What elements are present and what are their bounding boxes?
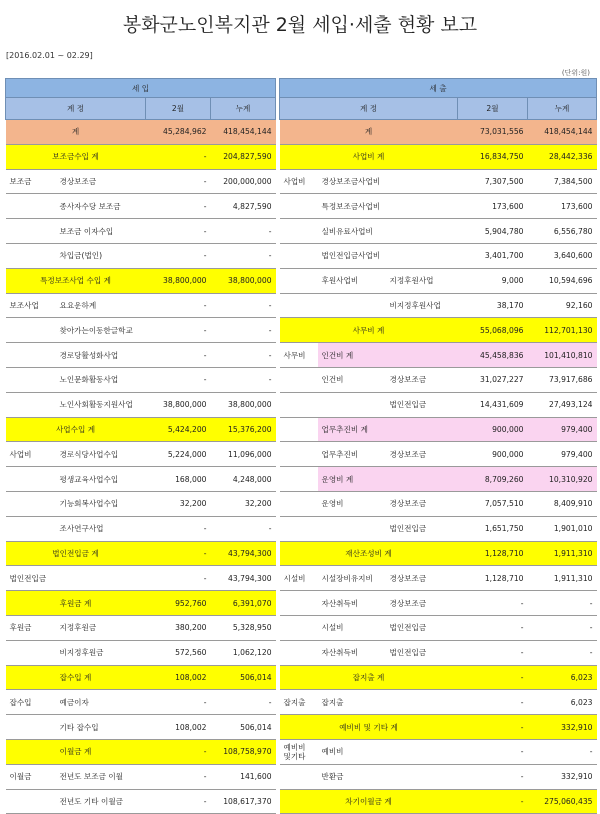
income-table bbox=[5, 78, 276, 814]
income-feb-value: - bbox=[146, 318, 211, 343]
expense-feb-value: - bbox=[458, 715, 528, 740]
income-item bbox=[56, 566, 146, 591]
income-feb-value: - bbox=[146, 690, 211, 715]
expense-subitem bbox=[386, 169, 458, 194]
expense-category bbox=[280, 392, 318, 417]
expense-row bbox=[280, 690, 597, 715]
expense-feb-value: - bbox=[458, 739, 528, 764]
expense-category bbox=[280, 442, 318, 467]
expense-row bbox=[280, 541, 597, 566]
expense-subitem: 경상보조금 bbox=[386, 367, 458, 392]
expense-feb-value: 1,128,710 bbox=[458, 566, 528, 591]
income-feb-value: - bbox=[146, 169, 211, 194]
expense-item bbox=[318, 516, 386, 541]
expense-row bbox=[280, 144, 597, 169]
income-category bbox=[6, 343, 56, 368]
expense-cum-value: 7,384,500 bbox=[528, 169, 597, 194]
income-row bbox=[6, 566, 276, 591]
income-row-label: 보조금수입 계 bbox=[6, 144, 146, 169]
expense-feb-value: - bbox=[458, 764, 528, 789]
expense-item: 법인전입금사업비 bbox=[318, 243, 386, 268]
income-feb-value: 952,760 bbox=[146, 591, 211, 616]
income-feb-value: - bbox=[146, 367, 211, 392]
expense-category bbox=[280, 615, 318, 640]
income-item: 노인문화활동사업 bbox=[56, 367, 146, 392]
page-title: 봉화군노인복지관 2월 세입·세출 현황 보고 bbox=[122, 14, 478, 36]
expense-feb-value: 38,170 bbox=[458, 293, 528, 318]
expense-row bbox=[280, 591, 597, 616]
income-row bbox=[6, 789, 276, 814]
income-col-feb: 2월 bbox=[146, 98, 211, 120]
income-item: 경로식당사업수입 bbox=[56, 442, 146, 467]
income-feb-value: - bbox=[146, 764, 211, 789]
income-category bbox=[6, 491, 56, 516]
income-header: 세 입 bbox=[6, 79, 276, 98]
expense-category bbox=[280, 268, 318, 293]
expense-row bbox=[280, 665, 597, 690]
expense-cum-value: 332,910 bbox=[528, 715, 597, 740]
expense-item: 잡지출 bbox=[318, 690, 386, 715]
income-row bbox=[6, 591, 276, 616]
expense-row bbox=[280, 120, 597, 145]
income-row bbox=[6, 764, 276, 789]
expense-row bbox=[280, 789, 597, 814]
income-cum-value: - bbox=[211, 318, 276, 343]
income-feb-value: - bbox=[146, 243, 211, 268]
income-col-cum: 누계 bbox=[211, 98, 276, 120]
expense-col-cum: 누계 bbox=[528, 98, 597, 120]
expense-feb-value: 55,068,096 bbox=[458, 318, 528, 343]
report-period: [2016.02.01 ~ 02.29] bbox=[6, 51, 93, 60]
income-cum-value: 141,600 bbox=[211, 764, 276, 789]
income-cum-value: 38,800,000 bbox=[211, 392, 276, 417]
expense-category bbox=[280, 764, 318, 789]
income-row bbox=[6, 318, 276, 343]
expense-table bbox=[279, 78, 597, 814]
income-row bbox=[6, 392, 276, 417]
income-item: 보조금 이자수입 bbox=[56, 219, 146, 244]
income-item: 찾아가는이동한글학교 bbox=[56, 318, 146, 343]
expense-row bbox=[280, 268, 597, 293]
expense-category bbox=[280, 467, 318, 492]
expense-row bbox=[280, 392, 597, 417]
income-feb-value: 45,284,962 bbox=[146, 120, 211, 145]
income-cum-value: 6,391,070 bbox=[211, 591, 276, 616]
expense-header: 세 출 bbox=[280, 79, 597, 98]
income-item: 기능회복사업수입 bbox=[56, 491, 146, 516]
income-cum-value: - bbox=[211, 367, 276, 392]
expense-cum-value: - bbox=[528, 640, 597, 665]
income-cum-value: 108,758,970 bbox=[211, 739, 276, 764]
expense-subtotal-label: 업무추진비 계 bbox=[318, 417, 458, 442]
expense-cum-value: 101,410,810 bbox=[528, 343, 597, 368]
expense-feb-value: 9,000 bbox=[458, 268, 528, 293]
expense-item: 후원사업비 bbox=[318, 268, 386, 293]
income-row bbox=[6, 615, 276, 640]
expense-cum-value: 979,400 bbox=[528, 417, 597, 442]
income-feb-value: 38,800,000 bbox=[146, 268, 211, 293]
income-item: 예금이자 bbox=[56, 690, 146, 715]
income-item: 조사연구사업 bbox=[56, 516, 146, 541]
expense-subtotal-label: 인건비 계 bbox=[318, 343, 458, 368]
expense-subitem bbox=[386, 739, 458, 764]
income-row-label: 계 bbox=[6, 120, 146, 145]
expense-row bbox=[280, 566, 597, 591]
expense-row-label: 재산조성비 계 bbox=[280, 541, 458, 566]
expense-cum-value: 1,911,310 bbox=[528, 566, 597, 591]
expense-category bbox=[280, 516, 318, 541]
income-cum-value: 43,794,300 bbox=[211, 566, 276, 591]
expense-cum-value: 92,160 bbox=[528, 293, 597, 318]
income-item: 차입금(법인) bbox=[56, 243, 146, 268]
expense-subitem: 경상보조금 bbox=[386, 566, 458, 591]
expense-feb-value: 73,031,556 bbox=[458, 120, 528, 145]
expense-feb-value: 173,600 bbox=[458, 194, 528, 219]
expense-item: 시설비 bbox=[318, 615, 386, 640]
expense-category bbox=[280, 293, 318, 318]
income-row bbox=[6, 715, 276, 740]
expense-subitem: 지정후원사업 bbox=[386, 268, 458, 293]
expense-cum-value: 27,493,124 bbox=[528, 392, 597, 417]
expense-item: 예비비 bbox=[318, 739, 386, 764]
income-row bbox=[6, 739, 276, 764]
income-row-label: 후원금 계 bbox=[6, 591, 146, 616]
expense-cum-value: 275,060,435 bbox=[528, 789, 597, 814]
income-category: 보조사업 bbox=[6, 293, 56, 318]
income-row-label: 특정보조사업 수입 계 bbox=[6, 268, 146, 293]
expense-cum-value: 979,400 bbox=[528, 442, 597, 467]
expense-row bbox=[280, 243, 597, 268]
expense-feb-value: 900,000 bbox=[458, 417, 528, 442]
expense-cum-value: 28,442,336 bbox=[528, 144, 597, 169]
income-row bbox=[6, 219, 276, 244]
income-row-label: 사업수입 계 bbox=[6, 417, 146, 442]
expense-row-label: 계 bbox=[280, 120, 458, 145]
income-cum-value: 4,248,000 bbox=[211, 467, 276, 492]
expense-row-label: 사무비 계 bbox=[280, 318, 458, 343]
expense-cum-value: 112,701,130 bbox=[528, 318, 597, 343]
income-row bbox=[6, 417, 276, 442]
expense-cum-value: 1,901,010 bbox=[528, 516, 597, 541]
income-row bbox=[6, 343, 276, 368]
income-feb-value: - bbox=[146, 194, 211, 219]
expense-cum-value: 73,917,686 bbox=[528, 367, 597, 392]
expense-item: 업무추진비 bbox=[318, 442, 386, 467]
expense-item: 자산취득비 bbox=[318, 591, 386, 616]
income-feb-value: - bbox=[146, 343, 211, 368]
expense-item: 시설장비유지비 bbox=[318, 566, 386, 591]
expense-cum-value: - bbox=[528, 615, 597, 640]
expense-category: 사무비 bbox=[280, 343, 318, 368]
income-row-label: 법인전입금 계 bbox=[6, 541, 146, 566]
income-row bbox=[6, 169, 276, 194]
expense-feb-value: 31,027,227 bbox=[458, 367, 528, 392]
expense-row bbox=[280, 715, 597, 740]
expense-category bbox=[280, 640, 318, 665]
income-category bbox=[6, 194, 56, 219]
income-cum-value: 4,827,590 bbox=[211, 194, 276, 219]
income-row bbox=[6, 665, 276, 690]
income-category: 잡수입 bbox=[6, 690, 56, 715]
expense-row bbox=[280, 442, 597, 467]
income-row bbox=[6, 268, 276, 293]
income-feb-value: - bbox=[146, 739, 211, 764]
income-row bbox=[6, 640, 276, 665]
expense-subtotal-label: 운영비 계 bbox=[318, 467, 458, 492]
expense-feb-value: 1,128,710 bbox=[458, 541, 528, 566]
expense-row-label: 예비비 및 기타 계 bbox=[280, 715, 458, 740]
expense-row bbox=[280, 467, 597, 492]
income-row bbox=[6, 690, 276, 715]
income-category: 보조금 bbox=[6, 169, 56, 194]
expense-cum-value: 8,409,910 bbox=[528, 491, 597, 516]
expense-row bbox=[280, 491, 597, 516]
income-cum-value: 108,617,370 bbox=[211, 789, 276, 814]
expense-cum-value: 332,910 bbox=[528, 764, 597, 789]
expense-row bbox=[280, 343, 597, 368]
expense-row bbox=[280, 764, 597, 789]
income-feb-value: 32,200 bbox=[146, 491, 211, 516]
income-row bbox=[6, 491, 276, 516]
expense-cum-value: 173,600 bbox=[528, 194, 597, 219]
income-row bbox=[6, 293, 276, 318]
expense-subitem: 법인전입금 bbox=[386, 640, 458, 665]
expense-feb-value: 8,709,260 bbox=[458, 467, 528, 492]
expense-row bbox=[280, 417, 597, 442]
expense-cum-value: 6,023 bbox=[528, 665, 597, 690]
income-category: 법인전입금 bbox=[6, 566, 56, 591]
income-category bbox=[6, 243, 56, 268]
income-feb-value: 108,002 bbox=[146, 715, 211, 740]
income-row-label: 잡수입 계 bbox=[6, 665, 146, 690]
income-cum-value: 38,800,000 bbox=[211, 268, 276, 293]
expense-category: 시설비 bbox=[280, 566, 318, 591]
expense-col-feb: 2월 bbox=[458, 98, 528, 120]
income-category bbox=[6, 392, 56, 417]
expense-cum-value: 6,023 bbox=[528, 690, 597, 715]
expense-feb-value: 900,000 bbox=[458, 442, 528, 467]
expense-subitem bbox=[386, 194, 458, 219]
income-cum-value: - bbox=[211, 690, 276, 715]
expense-row bbox=[280, 293, 597, 318]
income-row bbox=[6, 120, 276, 145]
expense-row-label: 잡지출 계 bbox=[280, 665, 458, 690]
income-feb-value: 5,424,200 bbox=[146, 417, 211, 442]
expense-feb-value: 5,904,780 bbox=[458, 219, 528, 244]
income-row bbox=[6, 194, 276, 219]
expense-category: 예비비 및기타 bbox=[280, 739, 318, 764]
expense-subitem: 법인전입금 bbox=[386, 392, 458, 417]
income-feb-value: - bbox=[146, 144, 211, 169]
expense-feb-value: 45,458,836 bbox=[458, 343, 528, 368]
income-cum-value: 43,794,300 bbox=[211, 541, 276, 566]
income-category: 후원금 bbox=[6, 615, 56, 640]
expense-category bbox=[280, 243, 318, 268]
income-row-label: 이월금 계 bbox=[6, 739, 146, 764]
expense-feb-value: 3,401,700 bbox=[458, 243, 528, 268]
income-feb-value: - bbox=[146, 789, 211, 814]
expense-cum-value: 10,310,920 bbox=[528, 467, 597, 492]
income-category bbox=[6, 789, 56, 814]
expense-category: 사업비 bbox=[280, 169, 318, 194]
expense-item: 반환금 bbox=[318, 764, 386, 789]
income-item: 평생교육사업수입 bbox=[56, 467, 146, 492]
expense-feb-value: - bbox=[458, 690, 528, 715]
expense-row bbox=[280, 640, 597, 665]
income-cum-value: 204,827,590 bbox=[211, 144, 276, 169]
income-cum-value: 418,454,144 bbox=[211, 120, 276, 145]
expense-subitem: 법인전입금 bbox=[386, 615, 458, 640]
income-feb-value: - bbox=[146, 566, 211, 591]
expense-item bbox=[318, 293, 386, 318]
income-feb-value: - bbox=[146, 219, 211, 244]
income-feb-value: 380,200 bbox=[146, 615, 211, 640]
income-item: 전년도 기타 이월금 bbox=[56, 789, 146, 814]
income-category bbox=[6, 715, 56, 740]
expense-subitem bbox=[386, 219, 458, 244]
expense-row-label: 차기이월금 계 bbox=[280, 789, 458, 814]
expense-subitem: 경상보조금 bbox=[386, 442, 458, 467]
expense-row bbox=[280, 318, 597, 343]
income-category: 사업비 bbox=[6, 442, 56, 467]
income-feb-value: - bbox=[146, 293, 211, 318]
income-feb-value: 5,224,000 bbox=[146, 442, 211, 467]
expense-category bbox=[280, 491, 318, 516]
unit-label: (단위:원) bbox=[561, 69, 590, 77]
expense-feb-value: - bbox=[458, 640, 528, 665]
expense-feb-value: - bbox=[458, 615, 528, 640]
expense-feb-value: 7,307,500 bbox=[458, 169, 528, 194]
income-category: 이월금 bbox=[6, 764, 56, 789]
income-row bbox=[6, 367, 276, 392]
income-row bbox=[6, 541, 276, 566]
income-item: 종사자수당 보조금 bbox=[56, 194, 146, 219]
income-cum-value: 11,096,000 bbox=[211, 442, 276, 467]
income-row bbox=[6, 467, 276, 492]
expense-cum-value: 10,594,696 bbox=[528, 268, 597, 293]
income-cum-value: 506,014 bbox=[211, 715, 276, 740]
income-cum-value: - bbox=[211, 516, 276, 541]
income-item: 전년도 보조금 이월 bbox=[56, 764, 146, 789]
expense-item bbox=[318, 392, 386, 417]
expense-feb-value: 16,834,750 bbox=[458, 144, 528, 169]
income-cum-value: 1,062,120 bbox=[211, 640, 276, 665]
income-category bbox=[6, 219, 56, 244]
income-item: 비지정후원금 bbox=[56, 640, 146, 665]
expense-cum-value: - bbox=[528, 739, 597, 764]
income-feb-value: 108,002 bbox=[146, 665, 211, 690]
income-feb-value: - bbox=[146, 541, 211, 566]
income-feb-value: 38,800,000 bbox=[146, 392, 211, 417]
expense-category bbox=[280, 194, 318, 219]
expense-item: 인건비 bbox=[318, 367, 386, 392]
expense-row bbox=[280, 169, 597, 194]
expense-row bbox=[280, 516, 597, 541]
expense-row bbox=[280, 615, 597, 640]
expense-feb-value: - bbox=[458, 789, 528, 814]
income-category bbox=[6, 640, 56, 665]
income-category bbox=[6, 318, 56, 343]
income-row bbox=[6, 243, 276, 268]
expense-subitem: 법인전입금 bbox=[386, 516, 458, 541]
income-cum-value: - bbox=[211, 243, 276, 268]
expense-category bbox=[280, 417, 318, 442]
expense-item: 특정보조금사업비 bbox=[318, 194, 386, 219]
expense-row-label: 사업비 계 bbox=[280, 144, 458, 169]
income-item: 노인사회활동지원사업 bbox=[56, 392, 146, 417]
expense-category: 잡지출 bbox=[280, 690, 318, 715]
expense-cum-value: 6,556,780 bbox=[528, 219, 597, 244]
expense-item: 운영비 bbox=[318, 491, 386, 516]
income-category bbox=[6, 367, 56, 392]
expense-subitem: 경상보조금 bbox=[386, 591, 458, 616]
expense-subitem bbox=[386, 764, 458, 789]
expense-item: 경상보조금사업비 bbox=[318, 169, 386, 194]
expense-row bbox=[280, 219, 597, 244]
income-cum-value: - bbox=[211, 343, 276, 368]
expense-subitem bbox=[386, 690, 458, 715]
expense-subitem bbox=[386, 243, 458, 268]
expense-row bbox=[280, 367, 597, 392]
income-category bbox=[6, 516, 56, 541]
income-item: 경상보조금 bbox=[56, 169, 146, 194]
expense-feb-value: - bbox=[458, 591, 528, 616]
income-category bbox=[6, 467, 56, 492]
expense-row bbox=[280, 194, 597, 219]
expense-feb-value: 7,057,510 bbox=[458, 491, 528, 516]
expense-cum-value: 3,640,600 bbox=[528, 243, 597, 268]
expense-category bbox=[280, 367, 318, 392]
income-item: 기타 잡수입 bbox=[56, 715, 146, 740]
income-cum-value: 506,014 bbox=[211, 665, 276, 690]
expense-subitem: 경상보조금 bbox=[386, 491, 458, 516]
expense-cum-value: 1,911,310 bbox=[528, 541, 597, 566]
income-feb-value: 572,560 bbox=[146, 640, 211, 665]
expense-item: 실비유료사업비 bbox=[318, 219, 386, 244]
income-row bbox=[6, 144, 276, 169]
expense-row bbox=[280, 739, 597, 764]
income-cum-value: 32,200 bbox=[211, 491, 276, 516]
expense-col-item: 계 정 bbox=[280, 98, 458, 120]
income-cum-value: 15,376,200 bbox=[211, 417, 276, 442]
expense-category bbox=[280, 591, 318, 616]
income-cum-value: 200,000,000 bbox=[211, 169, 276, 194]
expense-item: 자산취득비 bbox=[318, 640, 386, 665]
expense-subitem: 비지정후원사업 bbox=[386, 293, 458, 318]
income-cum-value: - bbox=[211, 219, 276, 244]
income-row bbox=[6, 442, 276, 467]
income-item: 경로당활성화사업 bbox=[56, 343, 146, 368]
income-col-item: 계 정 bbox=[6, 98, 146, 120]
expense-category bbox=[280, 219, 318, 244]
expense-cum-value: 418,454,144 bbox=[528, 120, 597, 145]
income-row bbox=[6, 516, 276, 541]
income-item: 요요운하계 bbox=[56, 293, 146, 318]
income-cum-value: - bbox=[211, 293, 276, 318]
income-feb-value: - bbox=[146, 516, 211, 541]
income-feb-value: 168,000 bbox=[146, 467, 211, 492]
expense-cum-value: - bbox=[528, 591, 597, 616]
expense-feb-value: - bbox=[458, 665, 528, 690]
expense-feb-value: 14,431,609 bbox=[458, 392, 528, 417]
expense-feb-value: 1,651,750 bbox=[458, 516, 528, 541]
income-item: 지정후원금 bbox=[56, 615, 146, 640]
income-cum-value: 5,328,950 bbox=[211, 615, 276, 640]
